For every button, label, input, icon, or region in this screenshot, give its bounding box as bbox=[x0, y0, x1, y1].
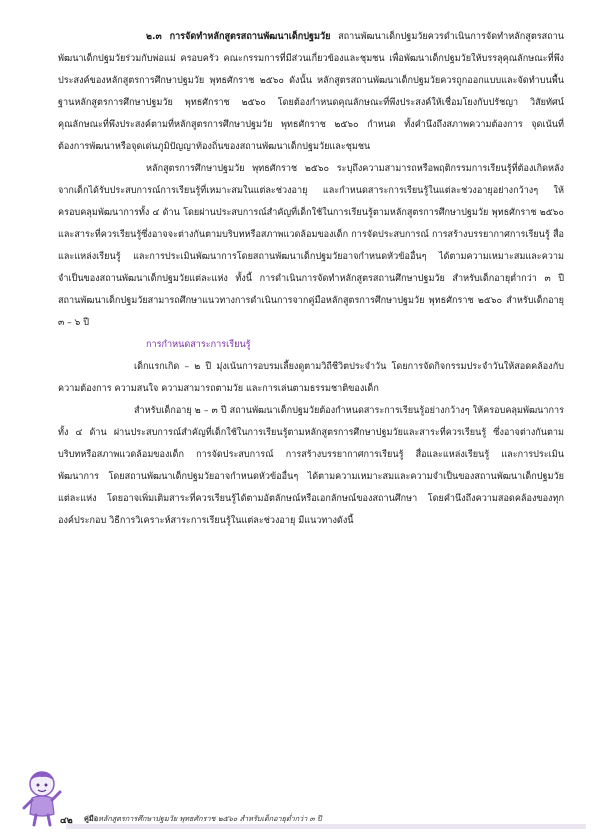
paragraph-two-to-three: สำหรับเด็กอายุ ๒ – ๓ ปี สถานพัฒนาเด็กปฐมวัยต้องกำหนดสาระการเรียนรู้อย่างกว้างๆ ให้ครอบคลุมพัฒนาการทั้ง ๔ ด้าน ผ่านประสบการณ์สำคัญที่เด็กใช้ในการเรียนรู้ตามหลักสูตรการศึกษาปฐมวัยและสาระที่ควรเรียนรู้ ซึ่งอาจต่างกันตามบริบทหรือสภาพแวดล้อมของเด็ก การจัดประสบการณ์ การสร้างบรรยากาศการเรียนรู้ สื่อและแหล่งเรียนรู้ และการประเมินพัฒนาการ โดยสถานพัฒนาเด็กปฐมวัยอาจกำหนดหัวข้ออื่นๆ ได้ตามความเหมาะสมและความจำเป็นของสถานพัฒนาเด็กปฐมวัยแต่ละแห่ง โดยอาจเพิ่มเติมสาระที่ควรเรียนรู้ได้ตามอัตลักษณ์หรือเอกลักษณ์ของสถานศึกษา โดยคำนึงถึงความสอดคล้องของทุกองค์ประกอบ วิธีการวิเคราะห์สาระการเรียนรู้ในแต่ละช่วงอายุ มีแนวทางดังนี้ bbox=[58, 406, 564, 526]
footer-book-title bbox=[84, 814, 322, 825]
paragraph-curriculum-development bbox=[58, 26, 564, 158]
footer-book-title-bold: คู่มือ bbox=[84, 814, 99, 823]
section-heading: ๒.๓ การจัดทำหลักสูตรสถานพัฒนาเด็กปฐมวัย bbox=[146, 32, 331, 42]
document-body bbox=[58, 26, 564, 532]
page-footer bbox=[0, 768, 595, 836]
child-mascot-icon bbox=[20, 768, 64, 828]
paragraph-text: สถานพัฒนาเด็กปฐมวัยควรดำเนินการจัดทำหลักสูตรสถานพัฒนาเด็กปฐมวัยร่วมกับพ่อแม่ ครอบครัว คณะกรรมการที่มีส่วนเกี่ยวข้องและชุมชน เพื่อพัฒนาเด็กปฐมวัยให้บรรลุคุณลักษณะที่พึงประสงค์ของหลักสูตรการศึกษาปฐมวัย พุทธศักราช ๒๕๖๐ ดังนั้น หลักสูตรสถานพัฒนาเด็กปฐมวัยควรถูกออกแบบและจัดทำบนพื้นฐานหลักสูตรการศึกษาปฐมวัย พุทธศักราช ๒๕๖๐ โดยต้องกำหนดคุณลักษณะที่พึงประสงค์ให้เชื่อมโยงกับปรัชญา วิสัยทัศน์ คุณลักษณะที่พึงประสงค์ตามที่หลักสูตรการศึกษาปฐมวัย พุทธศักราช ๒๕๖๐ กำหนด ทั้งคำนึงถึงสภาพความต้องการ จุดเน้นที่ต้องการพัฒนาหรือจุดเด่นภูมิปัญญาท้องถิ่นของสถานพัฒนาเด็กปฐมวัยและชุมชน bbox=[58, 32, 564, 152]
paragraph-curriculum-scope: หลักสูตรการศึกษาปฐมวัย พุทธศักราช ๒๕๖๐ ระบุถึงความสามารถหรือพฤติกรรมการเรียนรู้ที่ต้องเกิดหลังจากเด็กได้รับประสบการณ์การเรียนรู้ที่เหมาะสมในแต่ละช่วงอายุ และกำหนดสาระการเรียนรู้ในแต่ละช่วงอายุอย่างกว้างๆ ให้ครอบคลุมพัฒนาการทั้ง ๔ ด้าน โดยผ่านประสบการณ์สำคัญที่เด็กใช้ในการเรียนรู้ตามหลักสูตรการศึกษาปฐมวัย พุทธศักราช ๒๕๖๐ และสาระที่ควรเรียนรู้ซึ่งอาจจะต่างกันตามบริบทหรือสภาพแวดล้อมของเด็ก การจัดประสบการณ์ การสร้างบรรยากาศการเรียนรู้ สื่อและแหล่งเรียนรู้ และการประเมินพัฒนาการโดยสถานพัฒนาเด็กปฐมวัยอาจกำหนดหัวข้ออื่นๆ ได้ตามความเหมาะสมและความจำเป็นของสถานพัฒนาเด็กปฐมวัยแต่ละแห่ง ทั้งนี้ การดำเนินการจัดทำหลักสูตรสถานศึกษาปฐมวัย สำหรับเด็กอายุต่ำกว่า ๓ ปี สถานพัฒนาเด็กปฐมวัยสามารถศึกษาแนวทางการดำเนินการจากคู่มือหลักสูตรการศึกษาปฐมวัย พุทธศักราช ๒๕๖๐ สำหรับเด็กอายุ ๓ – ๖ ปี bbox=[58, 164, 564, 328]
footer-book-title-rest: หลักสูตรการศึกษาปฐมวัย พุทธศักราช ๒๕๖๐ สำหรับเด็กอายุต่ำกว่า ๓ ปี bbox=[98, 814, 322, 823]
subsection-title: การกำหนดสาระการเรียนรู้ bbox=[146, 340, 251, 350]
paragraph-newborn-to-two: เด็กแรกเกิด – ๒ ปี มุ่งเน้นการอบรมเลี้ยงดูตามวิถีชีวิตประจำวัน โดยการจัดกิจกรรมประจำวันให้สอดคล้องกับความต้องการ ความสนใจ ความสามารถตามวัย และการเล่นตามธรรมชาติของเด็ก bbox=[58, 362, 564, 394]
page-number: ๔๒ bbox=[60, 816, 73, 826]
